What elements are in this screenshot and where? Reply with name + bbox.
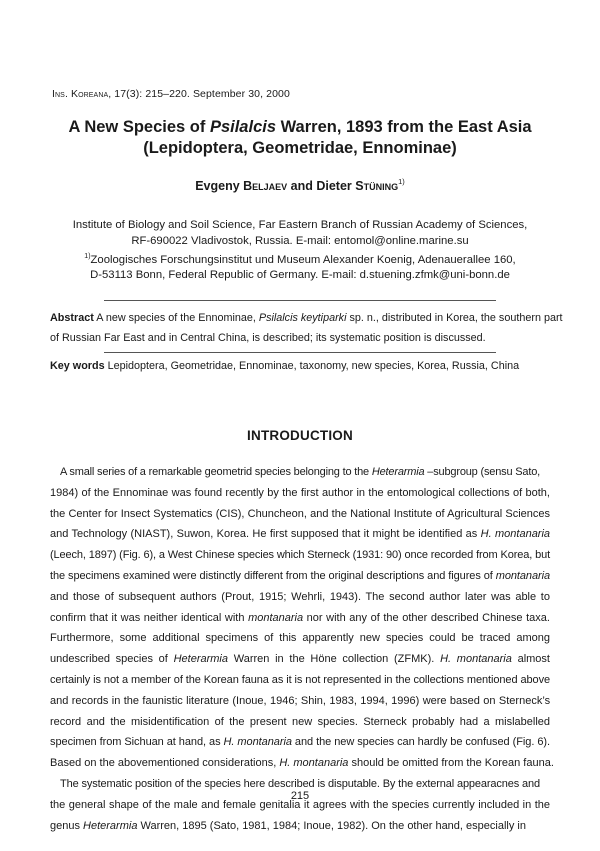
body-text: A small series of a remarkable geometrid species belonging to the: [60, 466, 372, 478]
citation-details: , 17(3): 215–220. September 30, 2000: [108, 88, 290, 100]
title-text: A New Species of: [68, 118, 210, 136]
body-text: and Technology (NIAST), Suwon, Korea. He first supposed that it might be identified as: [50, 528, 481, 541]
body-text: and records in the faunistic literature (Inoue, 1946; Shin, 1983, 1994, 1996) were based on Sterneck’s: [50, 694, 551, 707]
affiliation-line: Institute of Biology and Soil Science, Far Eastern Branch of Russian Academy of Sciences,: [72, 219, 528, 231]
body-line: [50, 732, 550, 753]
body-text: –subgroup (sensu Sato,: [424, 466, 541, 478]
body-line: [50, 608, 550, 629]
body-text: Based on the abovementioned considerations,: [50, 757, 280, 770]
body-line: [50, 753, 554, 774]
body-text: Furthermore, some additional specimens of this apparently new species could be traced among: [50, 632, 550, 645]
italic-term: H. montanaria: [440, 653, 512, 666]
body-line: [50, 545, 550, 566]
body-text: genus: [50, 819, 84, 832]
title-genus: Psilalcis: [209, 118, 277, 136]
abstract: [50, 309, 563, 348]
title-line-1: [40, 117, 560, 138]
body-text: (Leech, 1897) (Fig. 6), a West Chinese species which Sterneck (1931: 90) once recorded from Korea, but: [50, 549, 551, 562]
body-text: specimen from Sichuan at hand, as: [50, 736, 224, 749]
body-line: [50, 462, 550, 483]
author-2-last: Stüning: [355, 179, 399, 194]
body-text: confirm that it was neither identical with: [50, 611, 249, 624]
species-name: Psilalcis keytiparki: [258, 312, 347, 324]
body-line: [50, 524, 550, 545]
body-text: the general shape of the male and female genitalia it agrees with the species currently included in the: [50, 798, 550, 811]
body-text: and those of subsequent authors (Prout, 1915; Wehrli, 1943). The second author later was able to: [50, 590, 550, 603]
body-text: should be omitted from the Korean fauna.: [348, 757, 554, 770]
body-text: the Center for Insect Systematics (CIS), Chuncheon, and the National Institute of Agricultural Sciences: [50, 507, 550, 520]
body-text: 1984) of the Ennominae was found recently by the first author in the entomological collections of both,: [50, 486, 550, 499]
keywords-text: Lepidoptera, Geometridae, Ennominae, taxonomy, new species, Korea, Russia, China: [104, 360, 520, 372]
body-line: [50, 712, 550, 733]
page-number: 215: [290, 790, 310, 802]
abstract-line: of Russian Far East and in Central China, is described; its systematic position is discussed.: [50, 331, 486, 344]
italic-term: Heterarmia: [173, 653, 228, 666]
italic-term: Heterarmia: [371, 466, 425, 478]
affiliation-line: RF-690022 Vladivostok, Russia. E-mail: entomol@online.marine.su: [131, 234, 469, 247]
keywords: [50, 360, 550, 372]
author-2-footnote-mark: 1): [398, 177, 405, 186]
affiliation-line: [56, 249, 544, 268]
body-text: Warren, 1895 (Sato, 1981, 1984; Inoue, 1982). On the other hand, especially in: [137, 819, 526, 832]
abstract-label: Abstract: [50, 312, 94, 324]
italic-term: H. montanaria: [279, 757, 349, 770]
journal-name: Ins. Koreana: [52, 88, 109, 100]
journal-citation: [52, 88, 290, 100]
body-line: [50, 483, 550, 504]
body-text: certainly is not a member of the Korean fauna as it is not represented in the collections mentioned above: [50, 673, 551, 686]
abstract-text: sp. n., distributed in Korea, the southern part: [346, 312, 563, 324]
body-line: [50, 649, 550, 670]
title-line-2: (Lepidoptera, Geometridae, Ennominae): [143, 139, 457, 157]
abstract-line: [50, 309, 563, 329]
body-text: undescribed species of: [50, 653, 174, 666]
introduction-body: [50, 462, 554, 836]
body-text: The systematic position of the species here described is disputable. By the external appearacnes and: [60, 777, 540, 790]
author-2-first: Dieter: [316, 179, 356, 194]
keywords-label: Key words: [50, 360, 105, 372]
abstract-text: A new species of the Ennominae,: [93, 312, 259, 324]
divider-bottom: [104, 352, 496, 353]
body-text: almost: [511, 653, 550, 666]
italic-term: montanaria: [248, 611, 304, 624]
body-text: Warren in the Höne collection (ZFMK).: [228, 653, 441, 666]
body-text: record and the misidentification of the present new species. Sterneck probably had a mislabelled: [50, 715, 551, 728]
affiliations: [56, 218, 544, 284]
body-text: nor with any of the other described Chinese taxa.: [303, 611, 550, 624]
body-line: [50, 628, 550, 649]
body-line: [50, 587, 550, 608]
title-text: Warren, 1893 from the East Asia: [276, 118, 532, 136]
italic-term: H. montanaria: [223, 736, 292, 749]
section-heading: INTRODUCTION: [247, 428, 353, 443]
italic-term: H. montanaria: [480, 528, 551, 541]
body-line: [50, 566, 550, 587]
body-text: the specimens examined were distinctly different from the original descriptions and figures of: [50, 569, 496, 582]
body-text: and the new species can hardly be confused (Fig. 6).: [291, 736, 550, 749]
authors: [0, 178, 600, 193]
italic-term: montanaria: [495, 569, 551, 582]
author-1-first: Evgeny: [195, 179, 244, 194]
body-line: [50, 504, 550, 525]
body-line: [50, 670, 550, 691]
affiliation-text: Zoologisches Forschungsinstitut und Museum Alexander Koenig, Adenauerallee 160,: [90, 253, 516, 266]
author-1-last: Beljaev: [243, 179, 288, 194]
author-conjunction: and: [287, 179, 317, 194]
affiliation-line: D-53113 Bonn, Federal Republic of Germany. E-mail: d.stuening.zfmk@uni-bonn.de: [90, 269, 510, 282]
paper-title: [40, 117, 560, 159]
body-line: [50, 816, 550, 837]
divider-top: [104, 300, 496, 301]
affiliation-footnote-mark: 1): [84, 253, 91, 260]
italic-term: Heterarmia: [83, 819, 138, 832]
body-line: [50, 691, 550, 712]
